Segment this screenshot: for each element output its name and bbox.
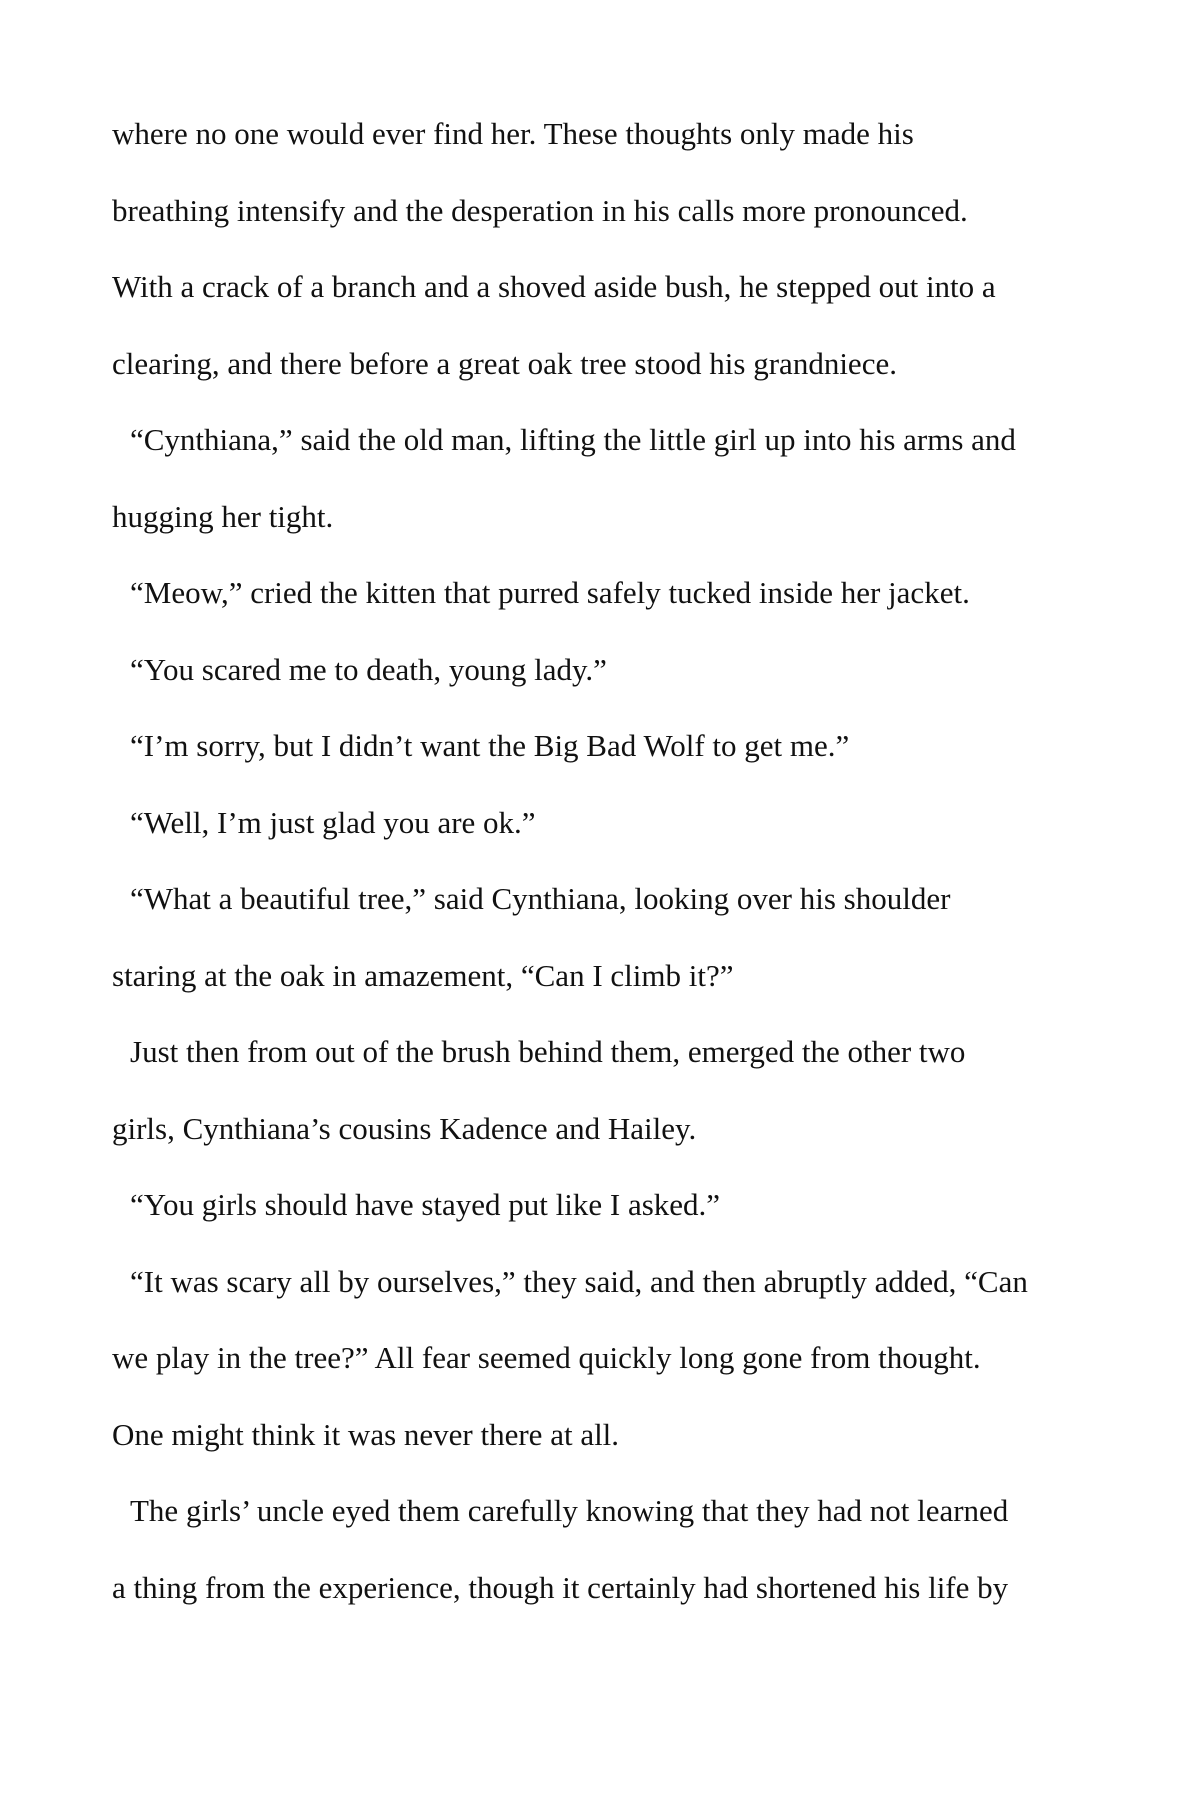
text-line: staring at the oak in amazement, “Can I climb it?” — [112, 957, 734, 993]
text-line: a thing from the experience, though it certainly had shortened his life by — [112, 1569, 1009, 1605]
text-line: we play in the tree?” All fear seemed quickly long gone from thought. — [112, 1340, 981, 1375]
text-line: “What a beautiful tree,” said Cynthiana, looking over his shoulder — [130, 881, 951, 916]
text-line: “It was scary all by ourselves,” they said, and then abruptly added, “Can — [130, 1263, 1028, 1299]
text-line: clearing, and there before a great oak tree stood his grandniece. — [112, 345, 897, 381]
text-line: girls, Cynthiana’s cousins Kadence and Hailey. — [112, 1110, 697, 1146]
text-line: One might think it was never there at all. — [112, 1416, 620, 1452]
text-line: “Cynthiana,” said the old man, lifting the little girl up into his arms and — [130, 422, 1016, 457]
text-line: “Meow,” cried the kitten that purred safely tucked inside her jacket. — [130, 575, 970, 610]
text-line: “Well, I’m just glad you are ok.” — [130, 804, 536, 840]
text-line: breathing intensify and the desperation in his calls more pronounced. — [112, 192, 968, 228]
text-line: The girls’ uncle eyed them carefully knowing that they had not learned — [130, 1493, 1009, 1528]
text-line: “You girls should have stayed put like I asked.” — [130, 1187, 721, 1222]
text-line: where no one would ever find her. These thoughts only made his — [112, 116, 914, 151]
document-page — [112, 96, 1102, 1626]
text-line: Just then from out of the brush behind them, emerged the other two — [130, 1034, 966, 1069]
text-line: With a crack of a branch and a shoved aside bush, he stepped out into a — [112, 269, 996, 304]
text-line: hugging her tight. — [112, 498, 334, 534]
text-line: “You scared me to death, young lady.” — [130, 651, 607, 687]
text-line: “I’m sorry, but I didn’t want the Big Bad Wolf to get me.” — [130, 728, 850, 763]
